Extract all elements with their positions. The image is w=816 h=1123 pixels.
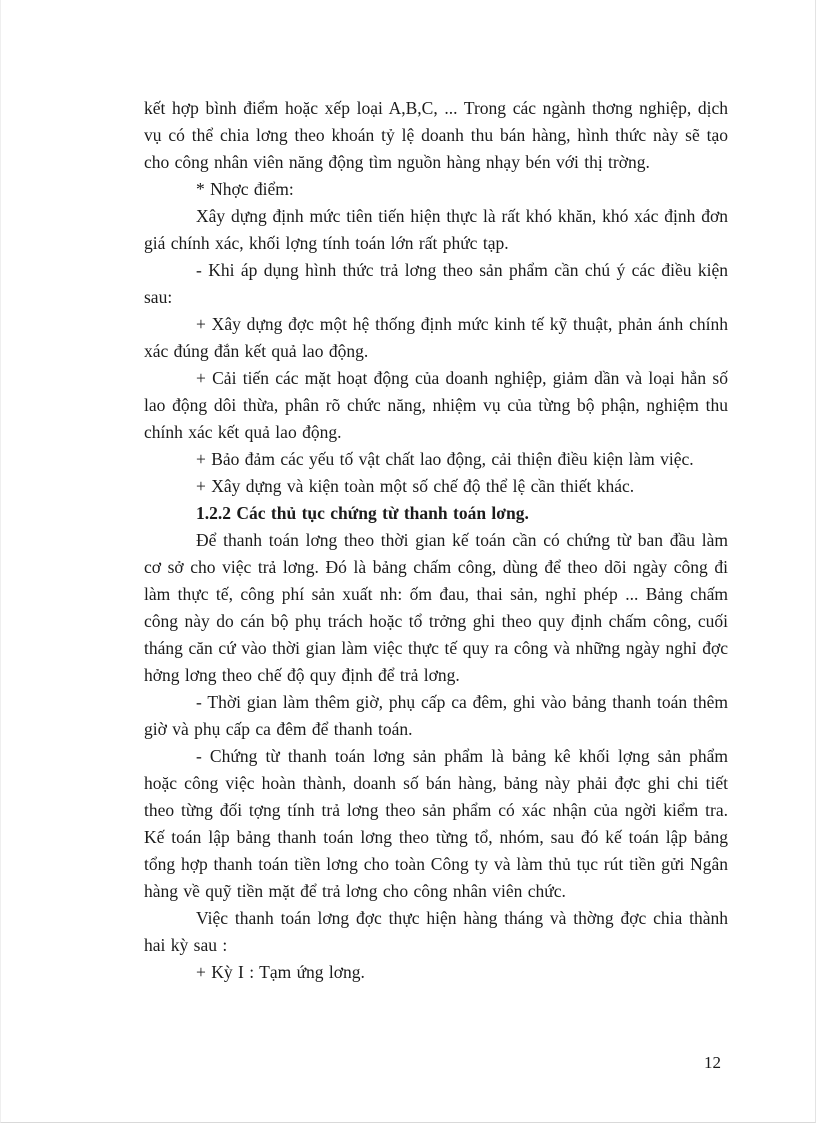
paragraph-note-label: * Nhợc điểm:: [196, 179, 294, 199]
section-heading: 1.2.2 Các thủ tục chứng từ thanh toán lơng.: [196, 503, 529, 523]
paragraph: Để thanh toán lơng theo thời gian kế toán cần có chứng từ ban đầu làm cơ sở cho việc trả lơng. Đó là bảng chấm công, dùng để theo dõi ngày công đi làm thực tế, công phí sản xuất nh: ốm đau, thai sản, nghỉ phép ... Bảng chấm công này do cán bộ phụ trách hoặc tổ trởng ghi theo quy định chấm công, cuối tháng căn cứ vào thời gian làm việc thực tế quy ra công và những ngày nghỉ đợc hởng lơng theo chế độ quy định để trả lơng.: [144, 530, 728, 685]
paragraph: Xây dựng định mức tiên tiến hiện thực là rất khó khăn, khó xác định đơn giá chính xác, khối lợng tính toán lớn rất phức tạp.: [144, 206, 728, 253]
paragraph: kết hợp bình điểm hoặc xếp loại A,B,C, ... Trong các ngành thơng nghiệp, dịch vụ có thể chia lơng theo khoán tỷ lệ doanh thu bán hàng, hình thức này sẽ tạo cho công nhân viên năng động tìm nguồn hàng nhạy bén với thị trờng.: [144, 98, 728, 172]
paragraph: + Xây dựng và kiện toàn một số chế độ thể lệ cần thiết khác.: [196, 476, 635, 496]
paragraph: + Bảo đảm các yếu tố vật chất lao động, cải thiện điều kiện làm việc.: [196, 449, 694, 469]
page-number: 12: [704, 1053, 721, 1072]
paragraph: - Chứng từ thanh toán lơng sản phẩm là bảng kê khối lợng sản phẩm hoặc công việc hoàn thành, doanh số bán hàng, bảng này phải đợc ghi chi tiết theo từng đối tợng tính trả lơng theo sản phẩm có xác nhận của ngời kiểm tra. Kế toán lập bảng thanh toán lơng theo từng tổ, nhóm, sau đó kế toán lập bảng tổng hợp thanh toán tiền lơng cho toàn Công ty và làm thủ tục rút tiền gửi Ngân hàng về quỹ tiền mặt để trả lơng cho công nhân viên chức.: [144, 746, 728, 901]
paragraph: - Khi áp dụng hình thức trả lơng theo sản phẩm cần chú ý các điều kiện sau:: [144, 260, 728, 307]
paragraph: + Kỳ I : Tạm ứng lơng.: [196, 962, 365, 982]
paragraph: Việc thanh toán lơng đợc thực hiện hàng tháng và thờng đợc chia thành hai kỳ sau :: [144, 908, 728, 955]
paragraph: + Xây dựng đợc một hệ thống định mức kinh tế kỹ thuật, phản ánh chính xác đúng đắn kết quả lao động.: [144, 314, 728, 361]
paragraph: + Cải tiến các mặt hoạt động của doanh nghiệp, giảm dần và loại hẳn số lao động dôi thừa, phân rõ chức năng, nhiệm vụ của từng bộ phận, nghiệm thu chính xác kết quả lao động.: [144, 368, 728, 442]
document-content: [144, 95, 728, 986]
paragraph: - Thời gian làm thêm giờ, phụ cấp ca đêm, ghi vào bảng thanh toán thêm giờ và phụ cấp ca đêm để thanh toán.: [144, 692, 728, 739]
